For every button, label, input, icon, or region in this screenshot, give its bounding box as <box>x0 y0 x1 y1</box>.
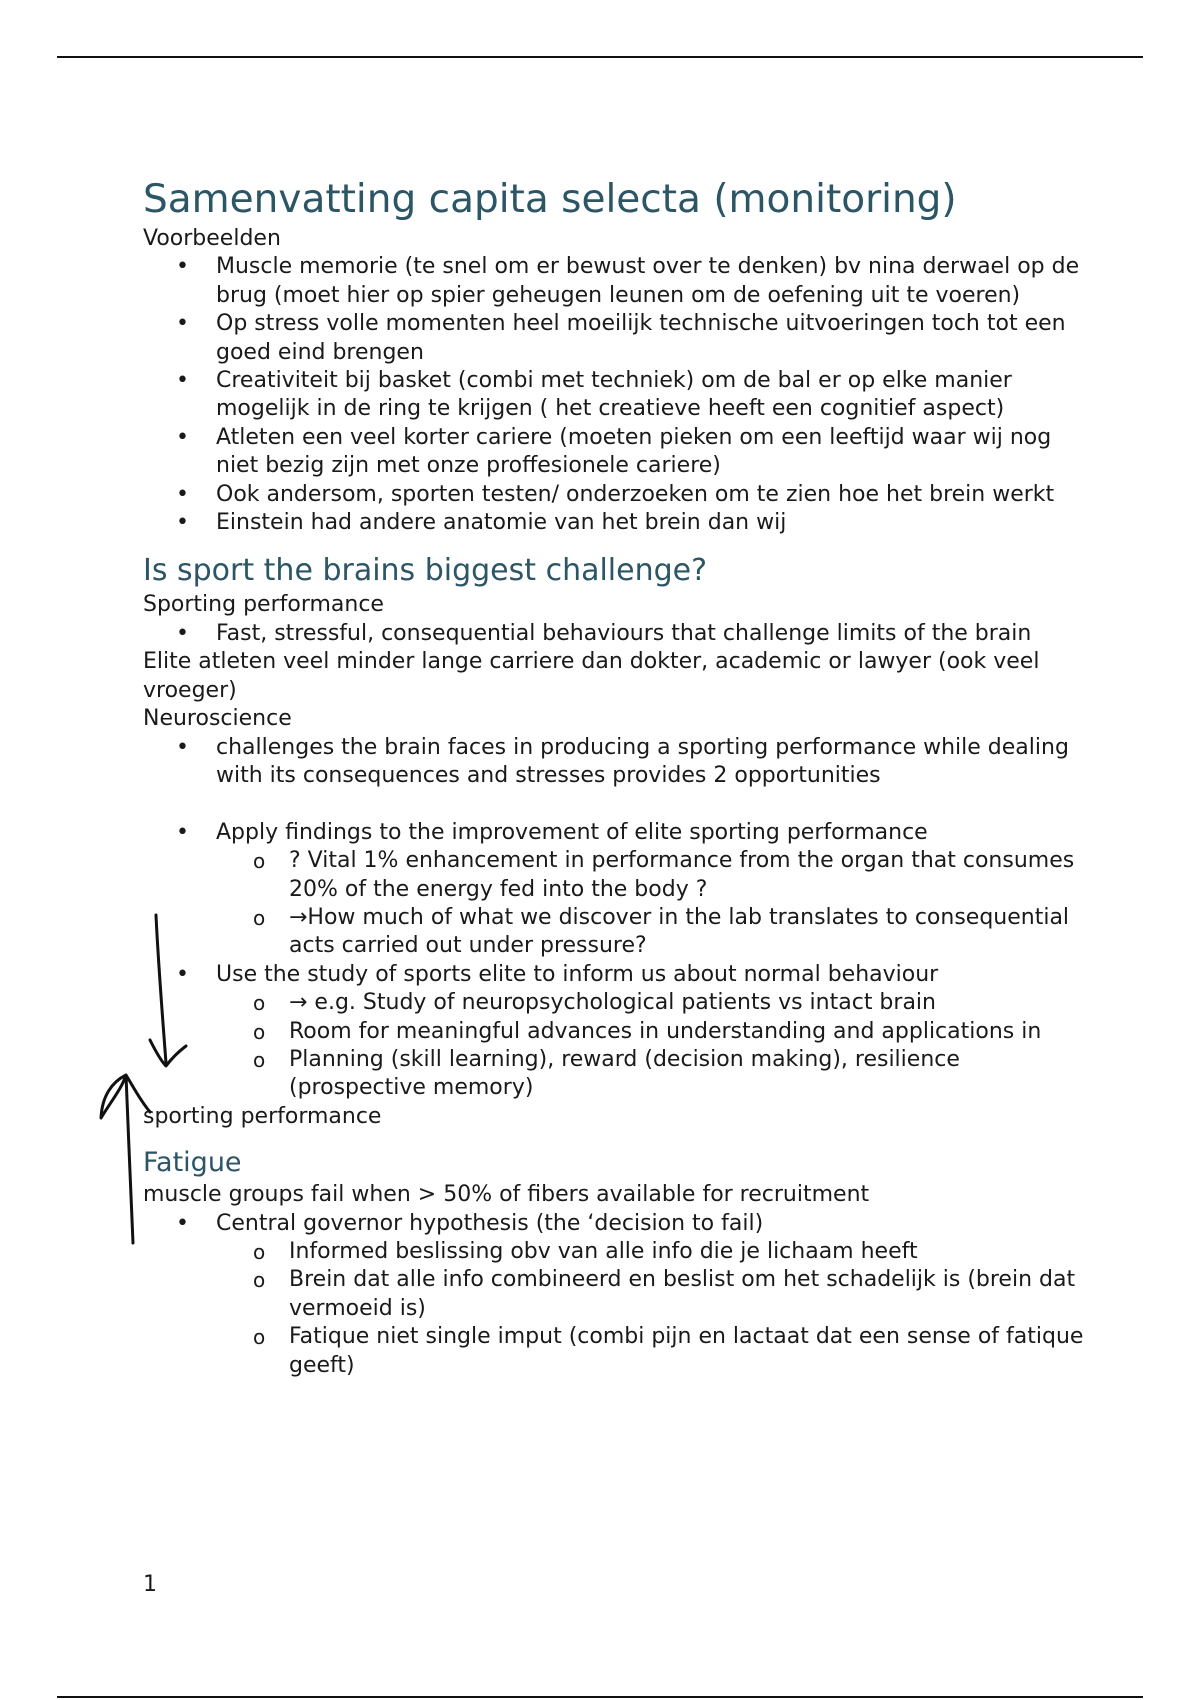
section-heading-sport: Is sport the brains biggest challenge? <box>143 553 708 589</box>
section-label-voorbeelden: Voorbeelden <box>143 226 281 251</box>
up-arrow-icon <box>101 1075 150 1243</box>
list-item: • Op stress volle momenten heel moeilijk technische uitvoeringen toch tot een goed eind brengen <box>143 310 1093 367</box>
page-number: 1 <box>143 1572 157 1597</box>
list-item: • Einstein had andere anatomie van het brein dan wij <box>143 509 1093 537</box>
sub-list-item: o ? Vital 1% enhancement in performance from the organ that consumes 20% of the energy fed into the body ? <box>143 847 1093 904</box>
list-item: • Fast, stressful, consequential behaviours that challenge limits of the brain <box>143 620 1093 648</box>
sub-list-item: o Brein dat alle info combineerd en beslist om het schadelijk is (brein dat vermoeid is) <box>143 1266 1093 1323</box>
down-arrow-icon <box>150 915 186 1066</box>
list-item-text: Central governor hypothesis (the ‘decision to fail) <box>216 1210 764 1236</box>
bottom-rule <box>57 1696 1143 1698</box>
list-item-text: Use the study of sports elite to inform us about normal behaviour <box>216 961 939 987</box>
sub-list-item: o Fatique niet single imput (combi pijn en lactaat dat een sense of fatique geeft) <box>143 1323 1093 1380</box>
sub-list-item: o → e.g. Study of neuropsychological patients vs intact brain <box>143 989 1093 1017</box>
sub-list-item: o Room for meaningful advances in understanding and applications in <box>143 1018 1093 1046</box>
section-heading-fatigue: Fatigue <box>143 1147 242 1179</box>
trailing-text: sporting performance <box>143 1103 382 1129</box>
list-item-text: Apply findings to the improvement of elite sporting performance <box>216 819 928 845</box>
list-item: • Ook andersom, sporten testen/ onderzoeken om te zien hoe het brein werkt <box>143 481 1093 509</box>
page-title: Samenvatting capita selecta (monitoring) <box>143 177 957 222</box>
paragraph-fatigue: muscle groups fail when > 50% of fibers available for recruitment <box>143 1182 870 1208</box>
list-item: • Atleten een veel korter cariere (moeten pieken om een leeftijd waar wij nog niet bezig zijn met onze proffesionele cariere) <box>143 424 1093 481</box>
paragraph-elite: Elite atleten veel minder lange carriere dan dokter, academic or lawyer (ook veel vroeger) <box>143 649 1040 703</box>
label-sporting-performance: Sporting performance <box>143 592 384 618</box>
sub-list-item: o Informed beslissing obv van alle info die je lichaam heeft <box>143 1238 1093 1266</box>
list-item: • Creativiteit bij basket (combi met techniek) om de bal er op elke manier mogelijk in de ring te krijgen ( het creatieve heeft een cognitief aspect) <box>143 367 1093 424</box>
label-neuroscience: Neuroscience <box>143 706 292 732</box>
sub-list-item: o Planning (skill learning), reward (decision making), resilience (prospective memory) <box>143 1046 1093 1103</box>
sub-list-item: o →How much of what we discover in the lab translates to consequential acts carried out under pressure? <box>143 904 1093 961</box>
list-item: • challenges the brain faces in producing a sporting performance while dealing with its consequences and stresses provides 2 opportunities <box>143 734 1093 791</box>
list-item: • Muscle memorie (te snel om er bewust over te denken) bv nina derwael op de brug (moet hier op spier geheugen leunen om de oefening uit te voeren) <box>143 253 1093 310</box>
